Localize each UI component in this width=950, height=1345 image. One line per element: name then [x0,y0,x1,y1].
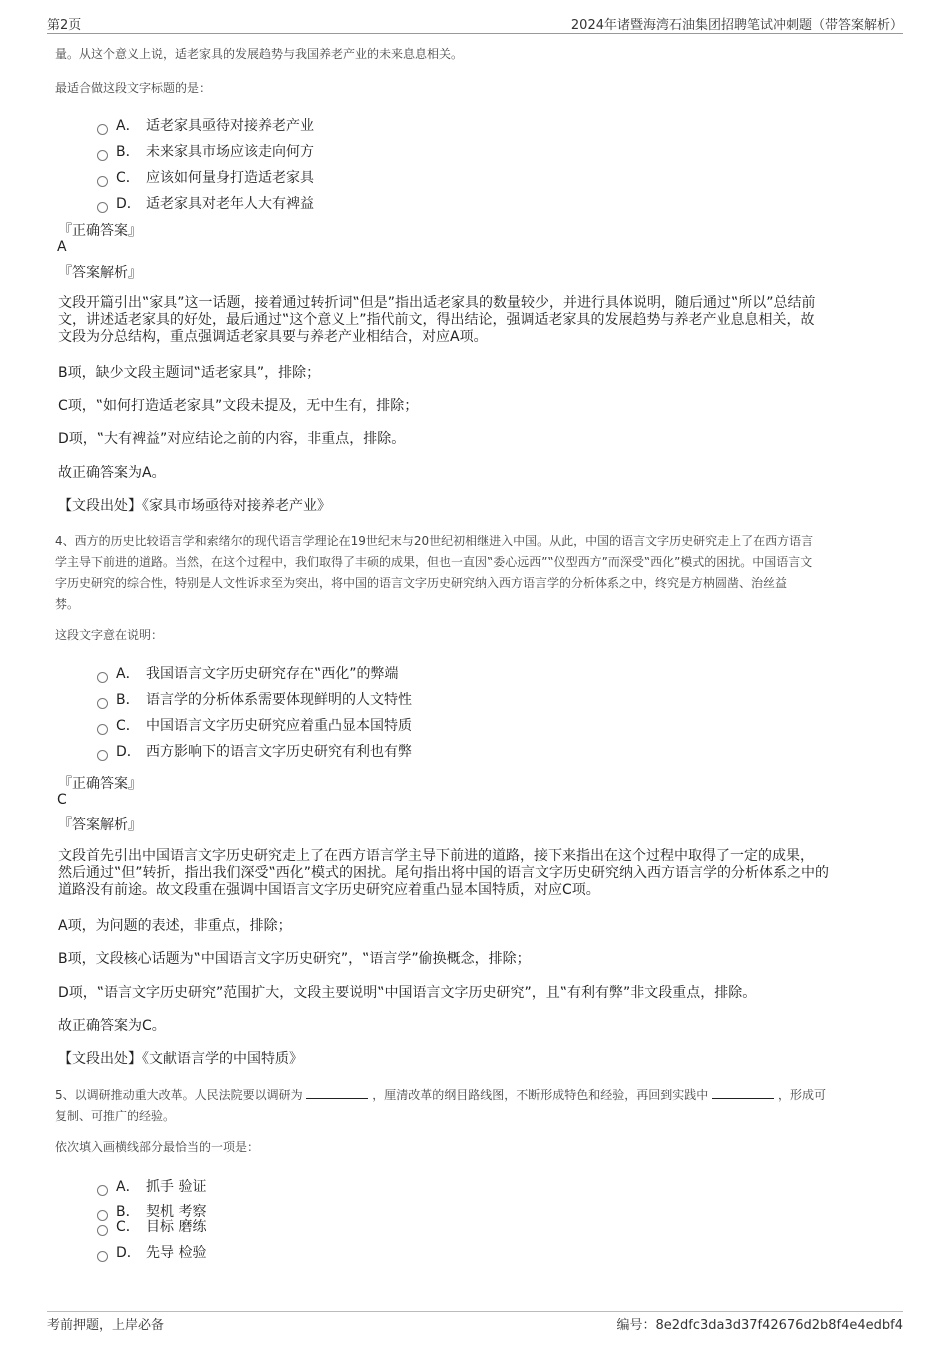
q4-option-b[interactable]: B． 语言学的分析体系需要体现鲜明的人文特性 [97,689,412,709]
q4-option-c[interactable]: C． 中国语言文字历史研究应着重凸显本国特质 [97,715,412,735]
radio-icon[interactable] [97,672,108,683]
q3-option-c[interactable]: C． 应该如何量身打造适老家具 [97,167,314,187]
footer-slogan: 考前押题，上岸必备 [47,1318,165,1333]
q4-conclusion: 故正确答案为C。 [58,1018,166,1034]
radio-icon[interactable] [97,750,108,761]
radio-icon[interactable] [97,698,108,709]
page-number: 第2页 [47,18,82,33]
header-divider [47,33,903,34]
radio-icon[interactable] [97,1185,108,1196]
document-id: 编号：8e2dfc3da3d37f42676d2b8f4e4edbf4 [616,1318,903,1333]
q3-option-d-note: D项，‟大有裨益”对应结论之前的内容，非重点，排除。 [58,431,406,447]
radio-icon[interactable] [97,176,108,187]
q5-option-d[interactable]: D． 先导 检验 [97,1242,206,1262]
radio-icon[interactable] [97,724,108,735]
q3-source: 【文段出处】《家具市场亟待对接养老产业》 [58,498,331,514]
q5-option-c[interactable]: C． 目标 磨练 [97,1216,206,1236]
document-title: 2024年诸暨海湾石油集团招聘笔试冲刺题（带答案解析） [570,18,903,33]
q4-source: 【文段出处】《文献语言学的中国特质》 [58,1051,303,1067]
q3-option-a[interactable]: A． 适老家具亟待对接养老产业 [97,115,314,135]
radio-icon[interactable] [97,202,108,213]
q3-analysis: 文段开篇引出‟家具”这一话题，接着通过转折词‟但是”指出适老家具的数量较少，并进行具体说明，随后通过‟所以”总结前 文，讲述适老家具的好处，最后通过‟这个意义上”指代前文，得出结论，强调适老家具的发展趋势与养老产业息息相关，故 文段为分总结构，重点强调适老家具要与养老产业相结合，对应A项。 [58,295,816,345]
q4-answer-label: 『正确答案』 [58,776,142,792]
q4-option-a-note: A项，为问题的表述，非重点，排除； [58,918,292,934]
q3-passage-tail: 量。从这个意义上说，适老家具的发展趋势与我国养老产业的未来息息相关。 [55,47,464,61]
q3-conclusion: 故正确答案为A。 [58,465,166,481]
fill-blank-1 [306,1087,368,1099]
fill-blank-2 [712,1087,774,1099]
q4-option-d-note: D项，‟语言文字历史研究”范围扩大，文段主要说明‟中国语言文字历史研究”，且‟有利有弊”非文段重点，排除。 [58,985,757,1001]
q5-option-b[interactable]: B． 契机 考察 [97,1201,206,1221]
page-header [47,14,903,34]
q3-prompt: 最适合做这段文字标题的是： [55,81,212,95]
radio-icon[interactable] [97,124,108,135]
q5-prompt: 依次填入画横线部分最恰当的一项是： [55,1140,260,1154]
q4-analysis: 文段首先引出中国语言文字历史研究走上了在西方语言学主导下前进的道路，接下来指出在这个过程中取得了一定的成果， 然后通过‟但”转折，指出我们深受‟西化”模式的困扰。尾句指出将中国的语言文字历史研究纳入西方语言学的分析体系之中的 道路没有前途。故文段重在强调中国语言文字历史研究应着重凸显本国特质，对应C项。 [58,848,830,898]
q4-option-b-note: B项，文段核心话题为‟中国语言文字历史研究”，‟语言学”偷换概念，排除； [58,951,531,967]
q5-option-a[interactable]: A． 抓手 验证 [97,1176,206,1196]
radio-icon[interactable] [97,1251,108,1262]
q5-passage: 5、以调研推动重大改革。人民法院要以调研为 ，厘清改革的纲目路线图，不断形成特色和经验，再回到实践中 ，形成可 复制、可推广的经验。 [55,1088,826,1123]
q4-option-a[interactable]: A． 我国语言文字历史研究存在‟西化”的弊端 [97,663,399,683]
radio-icon[interactable] [97,1225,108,1236]
q3-answer-value: A [57,239,67,255]
q3-answer-label: 『正确答案』 [58,223,142,239]
q3-option-b-note: B项，缺少文段主题词‟适老家具”，排除； [58,365,321,381]
q4-passage: 4、西方的历史比较语言学和索绪尔的现代语言学理论在19世纪末与20世纪初相继进入中国。从此，中国的语言文字历史研究走上了在西方语言 学主导下前进的道路。当然，在这个过程中，我们取得了丰硕的成果，但也一直因‟委心远西”‟仪型西方”而深受‟西化”模式的困扰。中国语言文 字历史研究的综合性，特别是人文性诉求至为突出，将中国的语言文字历史研究纳入西方语言学的分析体系之中，终究是方枘圆凿、治丝益 棼。 [55,534,814,611]
footer-divider [47,1311,903,1312]
q3-option-b[interactable]: B． 未来家具市场应该走向何方 [97,141,314,161]
q3-analysis-label: 『答案解析』 [58,265,142,281]
q4-option-d[interactable]: D． 西方影响下的语言文字历史研究有利也有弊 [97,741,412,761]
q3-option-d[interactable]: D． 适老家具对老年人大有裨益 [97,193,314,213]
radio-icon[interactable] [97,150,108,161]
q4-prompt: 这段文字意在说明： [55,628,164,642]
q4-analysis-label: 『答案解析』 [58,817,142,833]
q4-answer-value: C [57,792,67,808]
q3-option-c-note: C项，‟如何打造适老家具”文段未提及，无中生有，排除； [58,398,419,414]
